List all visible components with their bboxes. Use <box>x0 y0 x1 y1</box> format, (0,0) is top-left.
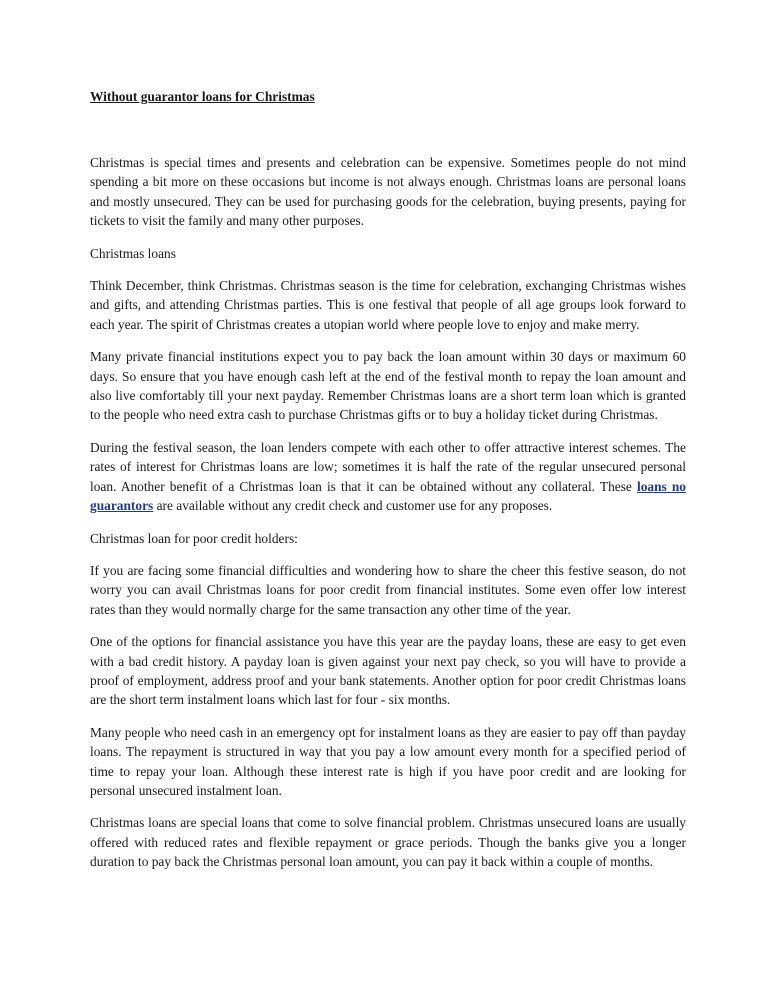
paragraph-festival-season-text-before: During the festival season, the loan lenders compete with each other to offer attractive interest schemes. The rates of interest for Christmas loans are low; sometimes it is half the rate of the regular unsecured personal loan. Another benefit of a Christmas loan is that it can be obtained without any collateral. These <box>90 439 686 494</box>
heading-poor-credit: Christmas loan for poor credit holders: <box>90 530 298 546</box>
paragraph-think-december: Think December, think Christmas. Christmas season is the time for celebration, exchanging Christmas wishes and gifts, and attending Christmas parties. This is one festival that people of all age groups look forward to each year. The spirit of Christmas creates a utopian world where people love to enjoy and make merry. <box>90 278 686 332</box>
paragraph-payday-loans: One of the options for financial assistance you have this year are the payday loans, these are easy to get even with a bad credit history. A payday loan is given against your next pay check, so you will have to provide a proof of employment, address proof and your bank statements. Another option for poor credit Christmas loans are the short term instalment loans which last for four - six months. <box>90 634 686 708</box>
paragraph-intro: Christmas is special times and presents and celebration can be expensive. Sometimes people do not mind spending a bit more on these occasions but income is not always enough. Christmas loans are personal loans and mostly unsecured. They can be used for purchasing goods for the celebration, buying presents, paying for tickets to visit the family and many other purposes. <box>90 155 686 229</box>
paragraph-private-institutions: Many private financial institutions expect you to pay back the loan amount within 30 days or maximum 60 days. So ensure that you have enough cash left at the end of the festival month to repay the loan amount and also live comfortably till your next payday. Remember Christmas loans are a short term loan which is granted to the people who need extra cash to purchase Christmas gifts or to buy a holiday ticket during Christmas. <box>90 349 686 423</box>
paragraph-instalment-loans: Many people who need cash in an emergency opt for instalment loans as they are easier to pay off than payday loans. The repayment is structured in way that you pay a low amount every month for a specified period of time to repay your loan. Although these interest rate is high if you have poor credit and are looking for personal unsecured instalment loan. <box>90 724 686 798</box>
heading-christmas-loans: Christmas loans <box>90 245 176 261</box>
paragraph-festival-season-text-after: are available without any credit check and customer use for any proposes. <box>153 498 553 514</box>
loans-no-guarantors-link[interactable]: loans no guarantors <box>90 478 686 514</box>
paragraph-special-loans: Christmas loans are special loans that come to solve financial problem. Christmas unsecured loans are usually offered with reduced rates and flexible repayment or grace periods. Though the banks give you a longer duration to pay back the Christmas personal loan amount, you can pay it back within a couple of months. <box>90 815 686 870</box>
paragraph-festival-season <box>90 438 686 516</box>
document-title: Without guarantor loans for Christmas <box>90 89 315 104</box>
paragraph-financial-difficulties: If you are facing some financial difficulties and wondering how to share the cheer this festive season, do not worry you can avail Christmas loans for poor credit from financial institutes. Some even offer low interest rates than they would normally charge for the same transaction any other time of the year. <box>90 562 686 617</box>
document-page <box>90 88 686 885</box>
